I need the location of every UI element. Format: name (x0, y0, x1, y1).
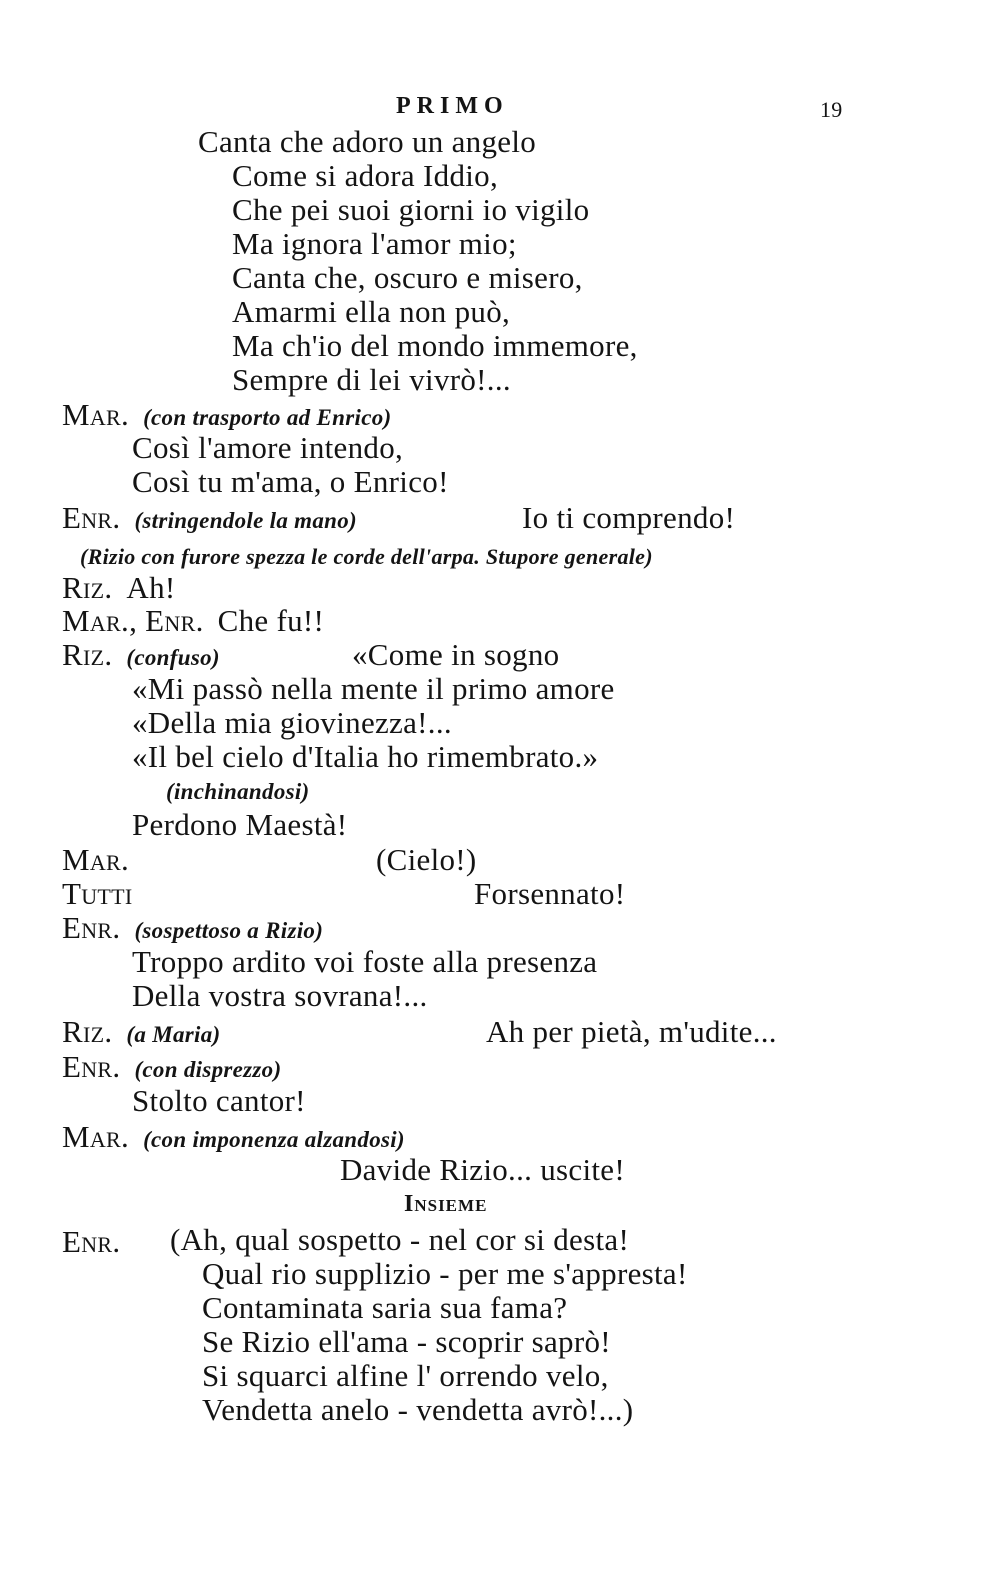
dialogue-line (62, 500, 357, 539)
speaker-name: Enr. (62, 500, 121, 535)
stage-direction: (stringendole la mano) (134, 508, 358, 533)
verse-line: Stolto cantor! (132, 1083, 306, 1118)
stage-direction: (Rizio con furore spezza le corde dell'arpa. Stupore generale) (80, 544, 653, 569)
verse-line: Ma ch'io del mondo immemore, (232, 328, 638, 363)
stage-direction: (con trasporto ad Enrico) (143, 405, 392, 430)
verse-line: Si squarci alfine l' orrendo velo, (202, 1358, 609, 1393)
verse-line: Davide Rizio... uscite! (340, 1152, 625, 1187)
stage-direction: (a Maria) (126, 1022, 221, 1047)
stage-direction: (inchinandosi) (166, 779, 310, 804)
verse-line: Se Rizio ell'ama - scoprir saprò! (202, 1324, 611, 1359)
verse-line: Che fu!! (217, 603, 325, 638)
verse-line: (Ah, qual sospetto - nel cor si desta! (170, 1222, 630, 1257)
verse-line: (Cielo!) (376, 842, 477, 877)
verse-line: Forsennato! (474, 876, 626, 911)
stage-direction: (confuso) (126, 645, 220, 670)
verse-line: «Della mia giovinezza!... (132, 705, 452, 740)
dialogue-line (62, 1014, 220, 1053)
speaker-name: Tutti (62, 876, 133, 911)
verse-line: Io ti comprendo! (522, 500, 736, 535)
verse-line: Amarmi ella non può, (232, 294, 511, 329)
verse-line: Ah! (126, 570, 176, 605)
stage-direction: (sospettoso a Rizio) (134, 918, 324, 943)
speaker-name: Enr. (62, 1224, 121, 1259)
speaker-name: Mar. (62, 842, 130, 877)
verse-line: «Mi passò nella mente il primo amore (132, 671, 615, 706)
verse-line: Così l'amore intendo, (132, 430, 404, 465)
verse-line: Contaminata saria sua fama? (202, 1290, 568, 1325)
verse-line: Della vostra sovrana!... (132, 978, 428, 1013)
speaker-name: Riz. (62, 637, 113, 672)
section-heading: Insieme (404, 1191, 488, 1217)
verse-line: Troppo ardito voi foste alla presenza (132, 944, 598, 979)
dialogue-line (62, 603, 324, 639)
stage-direction: (con imponenza alzandosi) (143, 1127, 405, 1152)
verse-line: Canta che, oscuro e misero, (232, 260, 583, 295)
verse-line: Così tu m'ama, o Enrico! (132, 464, 449, 499)
speaker-name: Riz. (62, 570, 113, 605)
verse-line: Perdono Maestà! (132, 807, 348, 842)
verse-line: Canta che adoro un angelo (198, 124, 537, 159)
verse-line: Vendetta anelo - vendetta avrò!...) (202, 1392, 634, 1427)
verse-line: Qual rio supplizio - per me s'appresta! (202, 1256, 688, 1291)
speaker-name: Mar. (62, 397, 130, 432)
running-title: PRIMO (396, 93, 509, 119)
speaker-name: Mar. (62, 1119, 130, 1154)
verse-line: Ma ignora l'amor mio; (232, 226, 517, 261)
stage-direction: (con disprezzo) (134, 1057, 282, 1082)
verse-line: Sempre di lei vivrò!... (232, 362, 511, 397)
speaker-name: Enr. (62, 910, 121, 945)
verse-line: Che pei suoi giorni io vigilo (232, 192, 590, 227)
dialogue-line (62, 570, 176, 606)
verse-line: Come si adora Iddio, (232, 158, 499, 193)
speaker-name: Riz. (62, 1014, 113, 1049)
verse-line: Ah per pietà, m'udite... (486, 1014, 777, 1049)
speaker-name: Enr. (62, 1049, 121, 1084)
verse-line: «Come in sogno (352, 637, 560, 672)
speaker-name: Mar., Enr. (62, 603, 204, 638)
page-number: 19 (820, 97, 843, 122)
verse-line: «Il bel cielo d'Italia ho rimembrato.» (132, 739, 599, 774)
